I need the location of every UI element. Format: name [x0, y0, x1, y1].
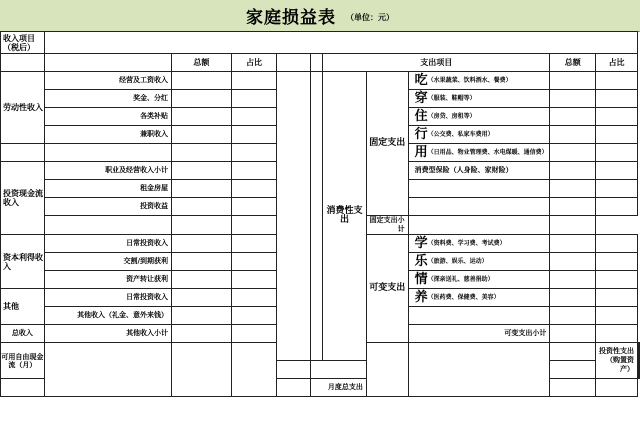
capital-item: 资产转让获利: [44, 271, 171, 289]
amount-cell[interactable]: [550, 289, 596, 307]
amount-cell[interactable]: [172, 325, 232, 343]
labor-income-category: 劳动性收入: [1, 72, 45, 144]
ledger-table: [0, 31, 640, 397]
amount-cell[interactable]: [550, 379, 596, 397]
ratio-cell[interactable]: [231, 307, 277, 325]
unit-label: （单位：元）: [346, 13, 394, 22]
ratio-cell[interactable]: [231, 108, 277, 126]
investment-income-category: 投资现金流收入: [1, 162, 45, 235]
labor-subtotal-label: 职业及经营收入小计: [44, 162, 171, 180]
cell: [366, 343, 408, 397]
fixed-subtotal-label: 固定支出小计: [366, 216, 408, 235]
variable-note: （医药费、保健费、美容）: [427, 294, 500, 301]
cell: [44, 144, 171, 162]
cell: [408, 180, 550, 198]
monthly-total-label: 月度总支出: [311, 379, 367, 397]
ratio-cell[interactable]: [596, 144, 638, 162]
amount-cell[interactable]: [172, 289, 232, 307]
amount-cell[interactable]: [408, 216, 550, 235]
ratio-cell[interactable]: [231, 90, 277, 108]
fixed-note: （房贷、房租等）: [427, 113, 476, 120]
ratio-cell[interactable]: [596, 72, 638, 90]
fixed-expense-item: [408, 108, 550, 126]
title-bar: [0, 0, 640, 32]
amount-cell[interactable]: [172, 90, 232, 108]
variable-note: （探亲送礼、慈善捐助）: [427, 276, 494, 283]
other-item: 日常投资收入: [44, 289, 171, 307]
fixed-note: （服装、鞋帽等）: [427, 95, 476, 102]
cell: [1, 54, 45, 72]
amount-cell[interactable]: [172, 271, 232, 289]
ratio-cell[interactable]: [231, 144, 277, 162]
fixed-expense-item: [408, 144, 550, 162]
cell: [408, 198, 550, 216]
cell: [1, 144, 45, 162]
fixed-expense-item: [408, 72, 550, 90]
amount-cell[interactable]: [172, 307, 232, 325]
amount-cell[interactable]: [550, 126, 596, 144]
cell: [1, 379, 45, 397]
ratio-cell[interactable]: [231, 198, 277, 216]
cell: [44, 343, 171, 397]
labor-item: 各类补贴: [44, 108, 171, 126]
table-row: [1, 54, 640, 72]
variable-expense-item: [408, 235, 550, 253]
ratio-cell[interactable]: [231, 235, 277, 253]
cell: [277, 54, 311, 72]
variable-glyph: 养: [414, 290, 428, 305]
amount-cell[interactable]: [550, 271, 596, 289]
ratio-cell[interactable]: [596, 180, 638, 198]
fixed-expense-item: [408, 90, 550, 108]
variable-note: （资料费、学习费、考试费）: [427, 240, 506, 247]
amount-cell[interactable]: [172, 253, 232, 271]
cell: [408, 307, 550, 325]
capital-income-category: 资本利得收入: [1, 235, 45, 289]
amount-cell[interactable]: [550, 144, 596, 162]
capital-item: 交割/到期获利: [44, 253, 171, 271]
fixed-note: （水果蔬菜、饮料酒水、餐费）: [427, 77, 512, 84]
amount-cell[interactable]: [550, 253, 596, 271]
ratio-cell[interactable]: [596, 253, 638, 271]
variable-expense-item: [408, 271, 550, 289]
amount-cell[interactable]: [172, 108, 232, 126]
variable-expense-item: [408, 253, 550, 271]
variable-expense-item: [408, 289, 550, 307]
ratio-cell[interactable]: [231, 180, 277, 198]
amount-cell[interactable]: [550, 235, 596, 253]
cell: [277, 361, 311, 379]
expense-ratio-header: 占比: [596, 54, 638, 72]
fixed-glyph: 住: [414, 109, 428, 124]
amount-cell[interactable]: [550, 162, 596, 180]
fixed-note: （日用品、物业管理费、水电煤暖、通信费）: [427, 149, 548, 156]
cell: [311, 72, 323, 361]
amount-cell[interactable]: [172, 144, 232, 162]
cell: [277, 379, 311, 397]
expense-total-header: 总额: [550, 54, 596, 72]
ratio-cell[interactable]: [596, 90, 638, 108]
ratio-cell[interactable]: [596, 325, 638, 343]
income-ratio-header: 占比: [231, 54, 277, 72]
fixed-note: （公交费、私家车费用）: [427, 131, 494, 138]
investment-item: 投资收益: [44, 198, 171, 216]
ratio-cell[interactable]: [231, 271, 277, 289]
income-head: 收入项目（税后）: [1, 32, 45, 54]
variable-note: （旅游、娱乐、运动）: [427, 258, 488, 265]
amount-cell[interactable]: [172, 216, 232, 235]
variable-glyph: 情: [414, 272, 428, 287]
labor-item: 兼职收入: [44, 126, 171, 144]
other-income-category: 其他: [1, 289, 45, 325]
variable-glyph: 乐: [414, 254, 428, 269]
ratio-cell[interactable]: [596, 235, 638, 253]
fixed-glyph: 行: [414, 127, 428, 142]
amount-cell[interactable]: [550, 307, 596, 325]
variable-subtotal-label: 可变支出小计: [408, 325, 550, 343]
ledger-sheet: [0, 31, 640, 397]
ratio-cell[interactable]: [596, 108, 638, 126]
fixed-glyph: 穿: [414, 91, 428, 106]
amount-cell[interactable]: [550, 72, 596, 90]
amount-cell[interactable]: [172, 72, 232, 90]
cell: [311, 54, 323, 72]
amount-cell[interactable]: [550, 90, 596, 108]
ratio-cell[interactable]: [550, 216, 596, 235]
amount-cell[interactable]: [172, 162, 232, 180]
cell: [277, 72, 311, 361]
fixed-expense-category: 固定支出: [366, 72, 408, 216]
amount-cell[interactable]: [550, 108, 596, 126]
ratio-cell[interactable]: [596, 126, 638, 144]
amount-cell[interactable]: [550, 325, 596, 343]
amount-cell[interactable]: [172, 198, 232, 216]
cell[interactable]: [44, 32, 637, 54]
amount-cell[interactable]: [550, 198, 596, 216]
page-title: 家庭损益表: [246, 8, 336, 28]
table-row: [1, 32, 640, 54]
fixed-expense-item: [408, 126, 550, 144]
ratio-cell[interactable]: [231, 72, 277, 90]
ratio-cell[interactable]: [231, 126, 277, 144]
insurance-item: 消费型保险（人身险、家财险）: [408, 162, 550, 180]
fixed-glyph: 用: [414, 145, 428, 160]
cell: [550, 343, 596, 361]
amount-cell[interactable]: [172, 343, 232, 397]
cell: [44, 216, 171, 235]
ratio-cell[interactable]: [596, 307, 638, 325]
labor-item: 奖金、分红: [44, 90, 171, 108]
free-cash-label: 可用自由现金流（月）: [1, 343, 45, 379]
expense-head: 支出项目: [323, 54, 550, 72]
income-total-header: 总额: [172, 54, 232, 72]
ratio-cell[interactable]: [231, 289, 277, 307]
variable-glyph: 学: [414, 236, 428, 251]
investment-expense-label: 投资性支出（购置资产）: [596, 343, 638, 379]
table-row: [1, 72, 640, 90]
other-subtotal-label: 其他收入小计: [44, 325, 171, 343]
ratio-cell[interactable]: [231, 253, 277, 271]
other-item: 其他收入（礼金、意外来钱）: [44, 307, 171, 325]
total-income-label: 总收入: [1, 325, 45, 343]
ratio-cell[interactable]: [596, 379, 638, 397]
amount-cell[interactable]: [550, 180, 596, 198]
ratio-cell[interactable]: [596, 162, 638, 180]
ratio-cell[interactable]: [596, 198, 638, 216]
ratio-cell[interactable]: [596, 271, 638, 289]
ratio-cell[interactable]: [639, 343, 640, 379]
ratio-cell[interactable]: [596, 289, 638, 307]
amount-cell[interactable]: [172, 235, 232, 253]
cell: [408, 343, 550, 397]
ratio-cell[interactable]: [231, 162, 277, 180]
amount-cell[interactable]: [172, 126, 232, 144]
variable-expense-category: 可变支出: [366, 235, 408, 343]
ratio-cell[interactable]: [231, 325, 277, 343]
amount-cell[interactable]: [172, 180, 232, 198]
labor-item: 经营及工资收入: [44, 72, 171, 90]
ratio-cell[interactable]: [231, 343, 277, 397]
capital-item: 日常投资收入: [44, 235, 171, 253]
fixed-glyph: 吃: [414, 73, 428, 88]
consumption-expense-category: 消费性支出: [323, 72, 367, 361]
cell: [44, 54, 171, 72]
investment-item: 租金房屋: [44, 180, 171, 198]
ratio-cell[interactable]: [231, 216, 277, 235]
